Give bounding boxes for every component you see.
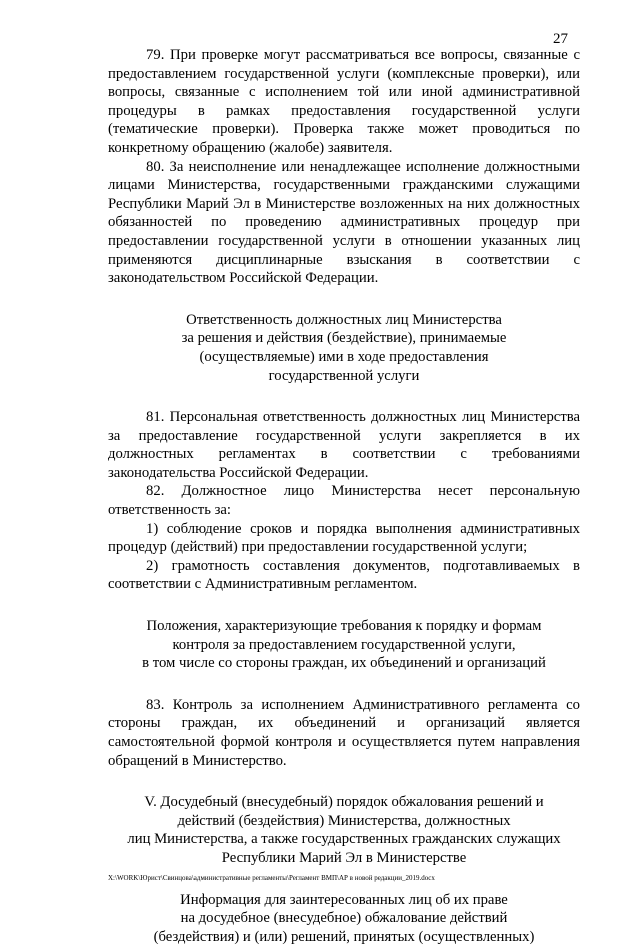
paragraph-82: 82. Должностное лицо Министерства несет персональную ответственность за:	[108, 483, 580, 519]
page-number: 27	[553, 31, 568, 47]
heading-section-v: V. Досудебный (внесудебный) порядок обжалования решений и действий (бездействия) Министерства, должностных лиц Министерства, а также государственных гражданских служащих Республики Марий Эл в Министерстве	[127, 794, 561, 866]
paragraph-82-item-1: 1) соблюдение сроков и порядка выполнения административных процедур (действий) при предоставлении государственной услуги;	[108, 520, 580, 556]
heading-responsibility: Ответственность должностных лиц Министерства за решения и действия (бездействие), принимаемые (осуществляемые) ими в ходе предоставления государственной услуги	[181, 311, 507, 384]
heading-info: Информация для заинтересованных лиц об их праве на досудебное (внесудебное) обжалование действий (бездействия) и (или) решений, принятых (осуществленных)	[153, 891, 535, 945]
heading-control: Положения, характеризующие требования к порядку и формам контроля за предоставлением государственной услуги, в том числе со стороны граждан, их объединений и организаций	[142, 618, 546, 672]
paragraph-83: 83. Контроль за исполнением Административного регламента со стороны граждан, их объединений и организаций является самостоятельной формой контроля и осуществляется путем направления обращений в Министерство.	[108, 696, 580, 769]
document-body	[108, 46, 580, 946]
paragraph-81: 81. Персональная ответственность должностных лиц Министерства за предоставление государственной услуги закрепляется в их должностных регламентах в соответствии с требованиями законодательства Российской Федерации.	[108, 409, 580, 481]
paragraph-82-item-2: 2) грамотность составления документов, подготавливаемых в соответствии с Административным регламентом.	[108, 557, 580, 593]
paragraph-80: 80. За неисполнение или ненадлежащее исполнение должностными лицами Министерства, государственными гражданскими служащими Республики Марий Эл в Министерстве возложенных на них должностных обязанностей по проведению административных процедур при предоставлении государственной услуги в отношении указанных лиц применяются дисциплинарные взыскания в соответствии с законодательством Российской Федерации.	[108, 158, 580, 287]
footer-file-path: X:\WORK\Юрист\Свинцова\административные регламенты\Регламент ВМП\АР в новой редакции_2019.docx	[108, 874, 435, 882]
paragraph-79: 79. При проверке могут рассматриваться все вопросы, связанные с предоставлением государственной услуги (комплексные проверки), или вопросы, связанные с исполнением той или иной административной процедуры в рамках предоставления государственной услуги (тематические проверки). Проверка также может проводиться по конкретному обращению (жалобе) заявителя.	[108, 47, 580, 156]
